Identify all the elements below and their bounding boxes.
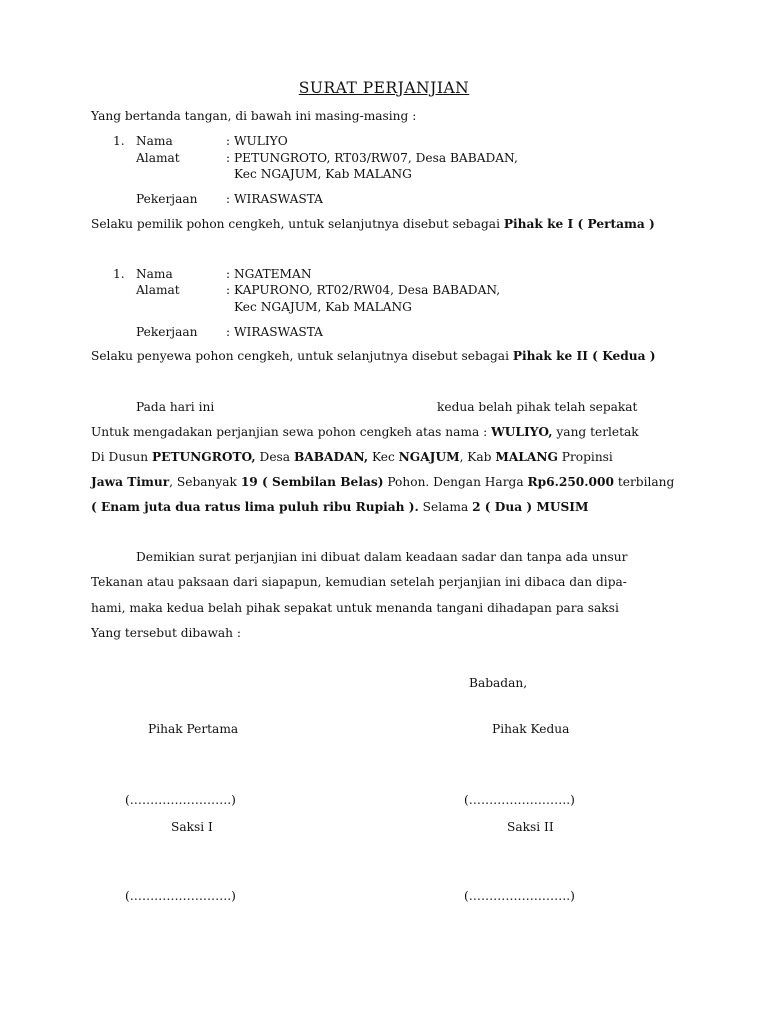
spelled-label: terbilang [613,475,675,489]
dusun-label: Di Dusun [91,450,152,464]
tree-count: 19 ( Sembilan Belas) [240,475,384,489]
agreement-line-2 [91,425,639,439]
party-two-number: 1. [113,267,125,281]
agreement-line-3 [91,450,613,464]
second-party-sign-line: (…………………….) [464,793,575,807]
intro-text: Yang bertanda tangan, di bawah ini masing-masing : [91,109,417,123]
count-label: , Sebanyak [169,475,241,489]
duration-label: Selama [418,500,473,514]
price-value: Rp6.250.000 [527,475,614,489]
party-two-role-text: Selaku penyewa pohon cengkeh, untuk selanjutnya disebut sebagai [91,349,513,363]
agreement-line-2-tail: yang terletak [552,425,639,439]
party-one-name-value: : WULIYO [226,134,288,148]
party-two-address-line1: : KAPURONO, RT02/RW04, Desa BABADAN, [226,283,501,297]
province-value: Jawa Timur [91,475,170,489]
party-one-address-line2: Kec NGAJUM, Kab MALANG [234,167,412,181]
propinsi-label: Propinsi [557,450,613,464]
first-party-label: Pihak Pertama [148,722,239,736]
witness-two-label: Saksi II [507,820,554,834]
witness-two-sign-line: (…………………….) [464,889,575,903]
party-one-role-title: Pihak ke I ( Pertama ) [503,217,655,231]
party-two-job-label: Pekerjaan [136,325,198,339]
kec-value: NGAJUM [398,450,460,464]
closing-line-3: hami, maka kedua belah pihak sepakat untuk menanda tangani dihadapan para saksi [91,601,619,615]
dusun-value: PETUNGROTO, [152,450,256,464]
party-one-number: 1. [113,134,125,148]
closing-line-2: Tekanan atau paksaan dari siapapun, kemudian setelah perjanjian ini dibaca dan dipa- [91,575,627,589]
kab-value: MALANG [495,450,558,464]
agreement-day-label: Pada hari ini [136,400,215,414]
witness-one-sign-line: (…………………….) [125,889,236,903]
party-two-name-label: Nama [136,267,173,281]
desa-label: Desa [255,450,294,464]
agreement-line-5 [91,500,589,514]
agreement-line-4 [91,475,674,489]
kec-label: Kec [368,450,399,464]
first-party-sign-line: (…………………….) [125,793,236,807]
owner-name: WULIYO, [491,425,553,439]
party-one-job-label: Pekerjaan [136,192,198,206]
party-two-role-title: Pihak ke II ( Kedua ) [512,349,656,363]
duration-value: 2 ( Dua ) MUSIM [472,500,589,514]
desa-value: BABADAN, [293,450,369,464]
party-two-address-line2: Kec NGAJUM, Kab MALANG [234,300,412,314]
party-two-role [91,349,656,363]
party-two-job-value: : WIRASWASTA [226,325,323,339]
closing-line-4: Yang tersebut dibawah : [91,626,242,640]
second-party-label: Pihak Kedua [492,722,570,736]
document-title: SURAT PERJANJIAN [298,79,470,97]
party-one-address-line1: : PETUNGROTO, RT03/RW07, Desa BABADAN, [226,151,518,165]
agreement-consent: kedua belah pihak telah sepakat [437,400,638,414]
party-one-address-label: Alamat [136,151,180,165]
price-in-words: ( Enam juta dua ratus lima puluh ribu Rupiah ). [91,500,419,514]
signing-place: Babadan, [469,676,528,690]
price-label: Pohon. Dengan Harga [383,475,528,489]
party-one-name-label: Nama [136,134,173,148]
closing-line-1: Demikian surat perjanjian ini dibuat dalam keadaan sadar dan tanpa ada unsur [136,550,628,564]
witness-one-label: Saksi I [171,820,213,834]
party-one-job-value: : WIRASWASTA [226,192,323,206]
party-two-address-label: Alamat [136,283,180,297]
party-one-role-text: Selaku pemilik pohon cengkeh, untuk selanjutnya disebut sebagai [91,217,504,231]
party-two-name-value: : NGATEMAN [226,267,312,281]
kab-label: , Kab [459,450,496,464]
agreement-line-2-text: Untuk mengadakan perjanjian sewa pohon cengkeh atas nama : [91,425,492,439]
party-one-role [91,217,655,231]
